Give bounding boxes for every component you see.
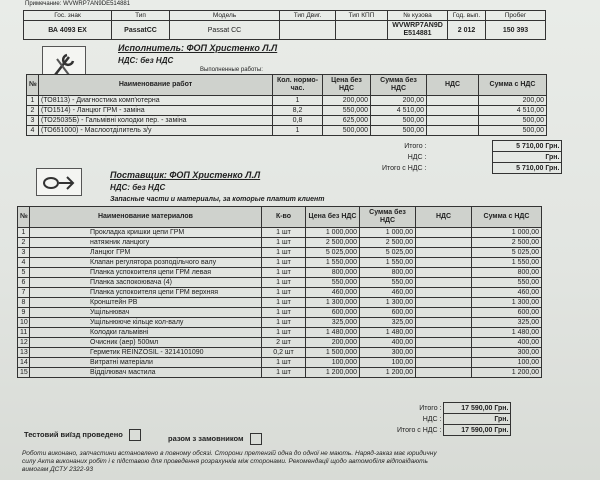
vehicle-cell [336,21,388,40]
parts-cell: 8 [18,298,30,308]
parts-cell: Витратні матеріали [30,358,262,368]
vehicle-col: Тип Двиг. [280,11,336,21]
parts-row [18,348,542,358]
parts-cell: 10 [18,318,30,328]
parts-cell: 2 500,000 [306,238,360,248]
works-row [27,106,547,116]
works-total-value: 5 710,00 Грн. [493,141,562,152]
parts-cell [416,368,472,378]
parts-cell: 13 [18,348,30,358]
parts-cell: 1 550,00 [472,258,542,268]
parts-cell: Клапан регулятора розподільчого валу [30,258,262,268]
parts-cell [416,328,472,338]
parts-cell: 14 [18,358,30,368]
parts-cell: 0,2 шт [262,348,306,358]
parts-cell: 460,00 [360,288,416,298]
works-cell: 2 [27,106,39,116]
parts-col: Сумма с НДС [472,207,542,228]
parts-col: Наименование материалов [30,207,262,228]
parts-cell: 550,00 [472,278,542,288]
parts-col: К-во [262,207,306,228]
footer-text [22,450,567,474]
parts-cell: 4 [18,258,30,268]
parts-cell: 1 500,000 [306,348,360,358]
works-col: Цена без НДС [323,75,371,96]
works-cell: 200,000 [323,96,371,106]
vehicle-table [23,10,546,40]
works-executor: Исполнитель: ФОП Христенко Л.Л [118,43,278,53]
parts-cell: 1 шт [262,278,306,288]
works-cell: 200,00 [479,96,547,106]
parts-cell: 300,00 [472,348,542,358]
vehicle-col: Тип КПП [336,11,388,21]
works-col: НДС [427,75,479,96]
parts-cell: 600,00 [360,308,416,318]
works-cell: 4 [27,126,39,136]
parts-cell: 1 480,000 [306,328,360,338]
parts-cell: 400,00 [472,338,542,348]
parts-cell: 1 шт [262,288,306,298]
vehicle-col: Тип [112,11,170,21]
vehicle-col: № кузова [388,11,448,21]
parts-cell: Кронштейн РВ [30,298,262,308]
parts-col: Цена без НДС [306,207,360,228]
parts-cell: 100,00 [472,358,542,368]
parts-cell [416,238,472,248]
parts-vat-note: НДС: без НДС [110,183,166,192]
parts-cell: 1 200,000 [306,368,360,378]
parts-cell: 800,00 [472,268,542,278]
parts-cell: Ущільнювач [30,308,262,318]
parts-row [18,258,542,268]
parts-cell [416,338,472,348]
works-table [26,74,547,136]
parts-grand-value: 17 590,00 Грн. [444,425,511,436]
parts-cell: 12 [18,338,30,348]
works-cell: 1 [27,96,39,106]
test-drive-row [24,429,141,441]
works-cell: 0,8 [273,116,323,126]
works-row [27,116,547,126]
parts-cell [416,348,472,358]
vehicle-value-row [24,21,546,40]
works-row [27,126,547,136]
parts-cell: Ланцюг ГРМ [30,248,262,258]
parts-cell: Ущільнююче кільце кол-валу [30,318,262,328]
parts-cell: 1 шт [262,328,306,338]
footer-line: силу Акта виконаних робіт і є підставою для проведення розрахунків між сторонами. Рекомендації щодо автомобіля відповідають [22,458,428,465]
parts-row [18,338,542,348]
parts-cell: 2 500,00 [472,238,542,248]
vehicle-col: Гос. знак [24,11,112,21]
works-caption: Выполненные работы: [200,67,263,73]
parts-cell: 1 шт [262,248,306,258]
parts-vat-label: НДС : [422,415,442,423]
works-col: Кол. нормо-час. [273,75,323,96]
works-grand-value: 5 710,00 Грн. [493,163,562,174]
parts-cell [416,298,472,308]
parts-cell: 7 [18,288,30,298]
works-cell [427,126,479,136]
parts-row [18,298,542,308]
parts-row [18,308,542,318]
works-row [27,96,547,106]
parts-cell: 1 шт [262,358,306,368]
parts-row [18,278,542,288]
works-total-label: Итого : [404,142,427,150]
works-cell: 500,00 [371,126,427,136]
parts-header-row [18,207,542,228]
test-drive-checkbox[interactable] [129,429,141,441]
parts-cell: 11 [18,328,30,338]
parts-cell: 6 [18,278,30,288]
vehicle-col: Год. вып. [448,11,486,21]
parts-cell: Відділювач мастила [30,368,262,378]
parts-cell: 800,000 [306,268,360,278]
parts-cell: 1 шт [262,238,306,248]
works-cell: (ТО1514) - Ланцюг ГРМ - заміна [39,106,273,116]
parts-col: Сумма без НДС [360,207,416,228]
with-customer-row [168,433,262,445]
parts-cell: 1 550,00 [360,258,416,268]
parts-cell: 1 [18,228,30,238]
parts-row [18,288,542,298]
parts-row [18,368,542,378]
parts-cell [416,278,472,288]
parts-cell: 3 [18,248,30,258]
parts-cell: 1 300,000 [306,298,360,308]
parts-cell: 600,000 [306,308,360,318]
vehicle-header-row [24,11,546,21]
parts-cell [416,248,472,258]
parts-cell: 2 500,00 [360,238,416,248]
vehicle-cell [280,21,336,40]
footer-line: Роботи виконано, запчастини встановлено в повному обсязі. Сторони претензій одна до одної не мають. Наряд-заказ має юридичну [22,450,437,457]
parts-cell: 2 шт [262,338,306,348]
parts-caption: Запасные части и материалы, за которые платит клиент [110,196,325,203]
parts-cell: 1 шт [262,228,306,238]
works-cell [427,96,479,106]
works-cell: 1 [273,126,323,136]
parts-cell: 1 000,000 [306,228,360,238]
vehicle-cell: ВА 4093 ЕХ [24,21,112,40]
vehicle-cell: WVWRP7AN9D E514881 [388,21,448,40]
parts-cell: 1 000,00 [472,228,542,238]
works-cell: 500,00 [371,116,427,126]
parts-cell: 5 025,00 [360,248,416,258]
parts-cell: 1 480,00 [360,328,416,338]
footer-line: вимогам ДСТУ 2322-93 [22,466,93,473]
parts-cell: Планка успокоителя цепи ГРМ левая [30,268,262,278]
parts-cell: Планка успокоителя цепи ГРМ верхняя [30,288,262,298]
parts-grand-label: Итого с НДС : [397,426,442,434]
with-customer-label: разом з замовником [168,433,244,443]
parts-cell: 1 шт [262,268,306,278]
parts-cell: 15 [18,368,30,378]
parts-cell: 1 480,00 [472,328,542,338]
car-parts-icon [36,168,82,196]
works-col: Наименование работ [39,75,273,96]
parts-cell: 460,000 [306,288,360,298]
works-cell: 550,000 [323,106,371,116]
parts-cell: 1 шт [262,298,306,308]
parts-cell: 5 025,000 [306,248,360,258]
parts-cell: 800,00 [360,268,416,278]
works-vat-note: НДС: без НДС [118,56,174,65]
parts-cell: 1 шт [262,318,306,328]
parts-row [18,318,542,328]
parts-cell [416,358,472,368]
vehicle-cell: 150 393 [486,21,546,40]
parts-row [18,358,542,368]
parts-cell: Очисник (аер) 500мл [30,338,262,348]
works-cell: 8,2 [273,106,323,116]
parts-cell: Планка заспокоювача (4) [30,278,262,288]
parts-cell: 1 шт [262,368,306,378]
works-cell [427,116,479,126]
parts-cell [416,288,472,298]
vehicle-cell: Passat CC [170,21,280,40]
vehicle-col: Модель [170,11,280,21]
parts-cell: 1 000,00 [360,228,416,238]
parts-row [18,268,542,278]
parts-row [18,238,542,248]
parts-cell: 325,00 [360,318,416,328]
parts-total-label: Итого : [419,404,442,412]
parts-cell: 9 [18,308,30,318]
parts-cell: 325,000 [306,318,360,328]
parts-row [18,248,542,258]
works-vat-label: НДС : [407,153,427,161]
parts-cell [416,318,472,328]
parts-summary [395,402,511,436]
parts-cell [416,268,472,278]
parts-cell: 1 200,00 [360,368,416,378]
works-summary [380,140,562,174]
works-vat-value: Грн. [493,152,562,163]
with-customer-checkbox[interactable] [250,433,262,445]
works-cell: 1 [273,96,323,106]
works-cell: 200,00 [371,96,427,106]
test-drive-label: Тестовий виїзд проведено [24,429,123,439]
works-cell: (ТО25035Б) - Гальмівні колодки пер. - заміна [39,116,273,126]
top-note: Примечание: WVWRP7AN9DE514881 [25,1,131,7]
parts-row [18,328,542,338]
parts-cell: 200,000 [306,338,360,348]
parts-cell: 460,00 [472,288,542,298]
parts-cell: Герметик REINZOSIL - 3214101090 [30,348,262,358]
parts-cell: Прокладка кришки цепи ГРМ [30,228,262,238]
parts-cell: 1 550,000 [306,258,360,268]
parts-supplier: Поставщик: ФОП Христенко Л.Л [110,170,261,180]
parts-cell: 1 200,00 [472,368,542,378]
parts-col: № [18,207,30,228]
parts-cell: 300,00 [360,348,416,358]
works-col: Сумма без НДС [371,75,427,96]
parts-cell: 550,000 [306,278,360,288]
vehicle-cell: PassatCC [112,21,170,40]
works-cell: (ТО8113) - Диагностика комп'ютерна [39,96,273,106]
parts-cell: натяжник ланцюгу [30,238,262,248]
vehicle-col: Пробег [486,11,546,21]
parts-cell: 400,00 [360,338,416,348]
vehicle-cell: 2 012 [448,21,486,40]
parts-cell [416,308,472,318]
parts-total-value: 17 590,00 Грн. [444,403,511,414]
parts-cell: Колодки гальмівні [30,328,262,338]
parts-cell: 100,000 [306,358,360,368]
parts-cell: 2 [18,238,30,248]
works-col: № [27,75,39,96]
parts-cell: 1 шт [262,258,306,268]
works-cell: 500,00 [479,116,547,126]
parts-cell: 1 шт [262,308,306,318]
parts-cell [416,228,472,238]
parts-cell [416,258,472,268]
parts-cell: 100,00 [360,358,416,368]
parts-vat-value: Грн. [444,414,511,425]
parts-cell: 1 300,00 [472,298,542,308]
parts-cell: 5 [18,268,30,278]
works-cell: 4 510,00 [479,106,547,116]
works-cell: 3 [27,116,39,126]
parts-table [17,206,542,378]
works-cell [427,106,479,116]
parts-cell: 325,00 [472,318,542,328]
parts-cell: 5 025,00 [472,248,542,258]
works-cell: 625,000 [323,116,371,126]
parts-cell: 550,00 [360,278,416,288]
works-cell: 500,000 [323,126,371,136]
works-cell: 4 510,00 [371,106,427,116]
works-cell: 500,00 [479,126,547,136]
works-col: Сумма с НДС [479,75,547,96]
works-cell: (ТО651000) - Маслоотділитель з/у [39,126,273,136]
parts-cell: 1 300,00 [360,298,416,308]
works-grand-label: Итого с НДС : [382,164,427,172]
parts-cell: 600,00 [472,308,542,318]
parts-col: НДС [416,207,472,228]
works-header-row [27,75,547,96]
parts-row [18,228,542,238]
